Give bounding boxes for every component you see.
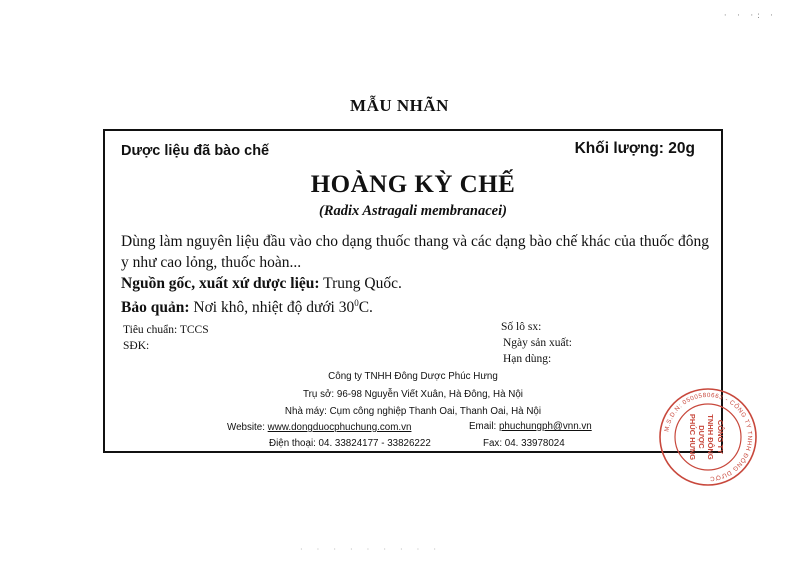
registration-field: SĐK: bbox=[123, 340, 150, 352]
latin-name: (Radix Astragali membranacei) bbox=[319, 203, 507, 219]
svg-text:TNHH ĐÔNG: TNHH ĐÔNG bbox=[706, 414, 715, 460]
company-name: Công ty TNHH Đông Dược Phúc Hưng bbox=[328, 371, 498, 382]
label-weight bbox=[575, 140, 695, 158]
company-headquarters: Trụ sở: 96-98 Nguyễn Viết Xuân, Hà Đông, Hà Nội bbox=[303, 389, 523, 400]
email-label: Email: bbox=[469, 421, 497, 432]
page-heading: MẪU NHÃN bbox=[350, 96, 449, 115]
storage-degree: 0 bbox=[354, 298, 359, 308]
lot-number-field: Số lô sx: bbox=[501, 321, 542, 333]
product-label bbox=[103, 129, 723, 453]
website-label: Website: bbox=[227, 422, 265, 433]
storage-label: Bảo quản: bbox=[121, 299, 190, 317]
storage-line bbox=[121, 298, 373, 317]
email-link[interactable]: phuchungph@vnn.vn bbox=[498, 421, 592, 432]
svg-text:PHÚC HƯNG: PHÚC HƯNG bbox=[688, 413, 697, 461]
company-website-line bbox=[227, 422, 411, 433]
origin-label: Nguồn gốc, xuất xứ dược liệu: bbox=[121, 275, 320, 292]
svg-text:CÔNG TY: CÔNG TY bbox=[716, 419, 725, 455]
weight-label: Khối lượng: bbox=[574, 140, 664, 157]
storage-value: Nơi khô, nhiệt độ dưới 30 bbox=[193, 299, 355, 317]
website-link[interactable]: www.dongduocphuchung.com.vn bbox=[267, 422, 412, 433]
label-category: Dược liệu đã bào chế bbox=[121, 143, 270, 159]
company-factory: Nhà máy: Cụm công nghiệp Thanh Oai, Thanh Oai, Hà Nội bbox=[284, 406, 542, 417]
standard-field: Tiêu chuẩn: TCCS bbox=[123, 324, 209, 336]
svg-text:M.S.D.N: 0500580663 - CÔNG TY: M.S.D.N: 0500580663 - CÔNG TY TNHH ĐÔNG DƯỢC bbox=[663, 391, 754, 483]
storage-unit: C. bbox=[358, 299, 373, 317]
expiry-date-field: Hạn dùng: bbox=[503, 353, 552, 365]
weight-value: 20g bbox=[668, 140, 695, 157]
scan-specks-bottom: · · · · · · · · · bbox=[300, 545, 442, 554]
usage-text: Dùng làm nguyên liệu đầu vào cho dạng thuốc thang và các dạng bào chế khác của thuốc đông y như cao lỏng, thuốc hoàn... bbox=[121, 233, 709, 271]
svg-text:DƯỢC: DƯỢC bbox=[697, 425, 706, 449]
manufacture-date-field: Ngày sản xuất: bbox=[503, 337, 572, 349]
company-email-line bbox=[469, 421, 592, 432]
company-fax: Fax: 04. 33978024 bbox=[483, 438, 565, 449]
company-phone: Điện thoại: 04. 33824177 - 33826222 bbox=[269, 438, 431, 449]
product-name: HOÀNG KỲ CHẾ bbox=[310, 171, 516, 198]
origin-line bbox=[121, 275, 402, 293]
origin-value: Trung Quốc. bbox=[323, 275, 402, 292]
scan-specks: · · ·: · bbox=[723, 10, 777, 20]
company-seal-stamp bbox=[658, 387, 758, 487]
